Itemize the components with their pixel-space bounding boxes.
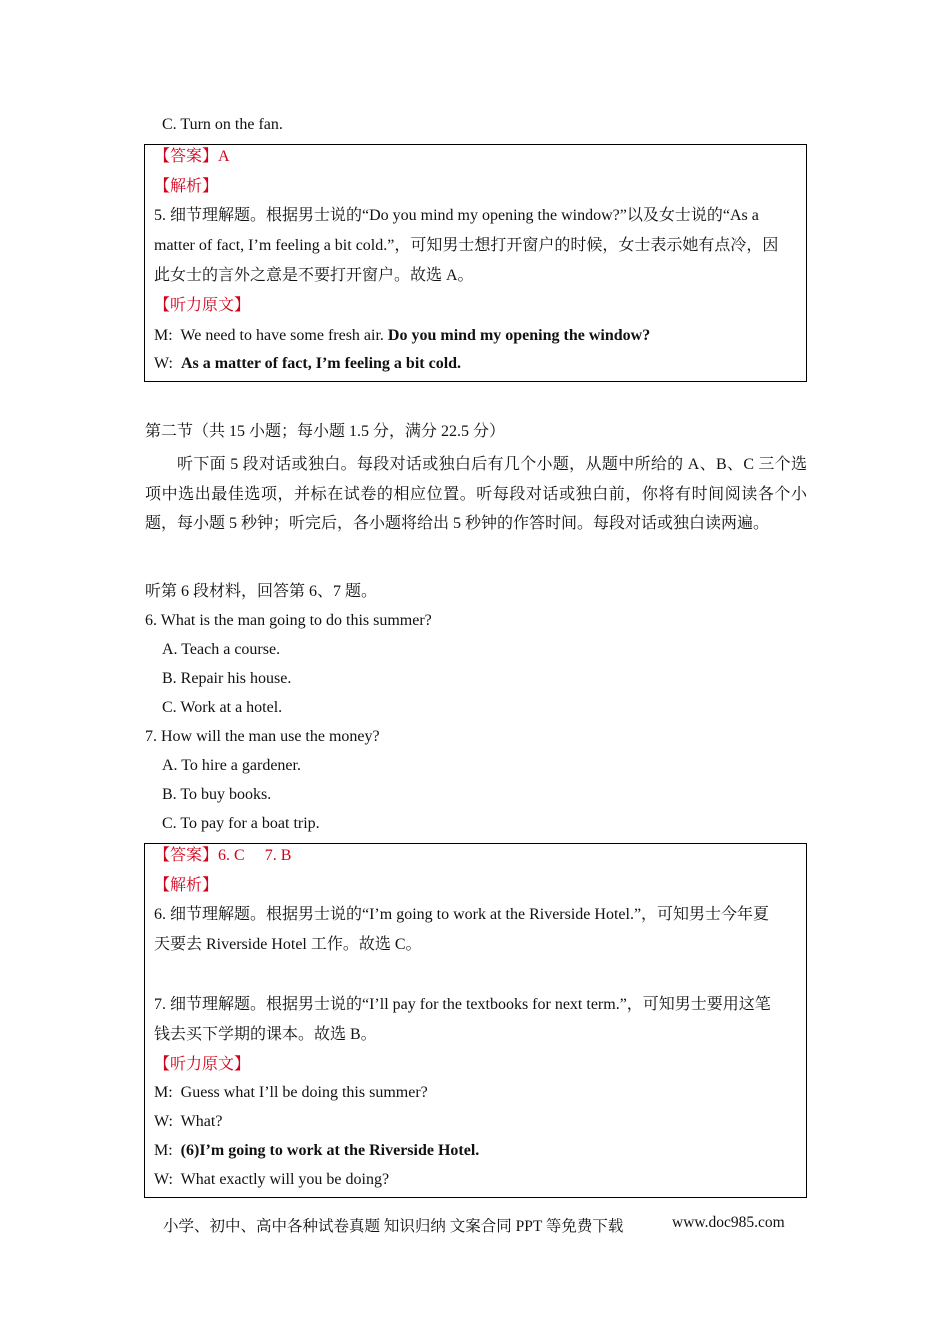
- analysis-line: 7. 细节理解题。根据男士说的“I’ll pay for the textbooks for next term.”，可知男士要用这笔: [154, 996, 771, 1013]
- question-7-option-a: A. To hire a gardener.: [162, 757, 301, 774]
- answer-label: 【答案】: [154, 148, 219, 165]
- footer-text: 小学、初中、高中各种试卷真题 知识归纳 文案合同 PPT 等免费下载: [163, 1218, 624, 1235]
- transcript-line: [154, 1112, 222, 1132]
- transcript-key-text: Do you mind my opening the window?: [387, 327, 651, 344]
- transcript-key-text: (6)I’m going to work at the Riverside Hotel.: [180, 1142, 480, 1159]
- transcript-text: We need to have some fresh air.: [180, 327, 388, 344]
- material-intro: 听第 6 段材料，回答第 6、7 题。: [145, 583, 378, 600]
- option-c-turn-on-fan: C. Turn on the fan.: [162, 116, 283, 133]
- question-6-option-b: B. Repair his house.: [162, 670, 292, 687]
- question-6-option-c: C. Work at a hotel.: [162, 699, 283, 716]
- transcript-line: [154, 1083, 428, 1103]
- speaker: W:: [154, 355, 173, 372]
- section-instructions: 听下面 5 段对话或独白。每段对话或独白后有几个小题，从题中所给的 A、B、C 三个选项中选出最佳选项，并标在试卷的相应位置。听每段对话或独白前，你将有时间阅读各个小题，每小题 5 秒钟；听完后，各小题将给出 5 秒钟的作答时间。每段对话或独白读两遍。: [145, 456, 807, 532]
- analysis-line: 6. 细节理解题。根据男士说的“I’m going to work at the Riverside Hotel.”，可知男士今年夏: [154, 906, 770, 923]
- analysis-line: 天要去 Riverside Hotel 工作。故选 C。: [154, 936, 422, 953]
- transcript-label: 【听力原文】: [154, 297, 251, 314]
- answer-label: 【答案】: [154, 847, 219, 864]
- transcript-key-text: As a matter of fact, I’m feeling a bit cold.: [180, 355, 462, 372]
- speaker: W:: [154, 1113, 173, 1130]
- analysis-label: 【解析】: [154, 877, 219, 894]
- transcript-line: [154, 1141, 479, 1161]
- speaker: M:: [154, 1084, 173, 1101]
- analysis-label: 【解析】: [154, 178, 219, 195]
- transcript-line: [154, 326, 650, 346]
- question-7-option-b: B. To buy books.: [162, 786, 272, 803]
- footer-url[interactable]: www.doc985.com: [672, 1214, 785, 1231]
- transcript-text: Guess what I’ll be doing this summer?: [180, 1084, 428, 1101]
- analysis-line: 此女士的言外之意是不要打开窗户。故选 A。: [154, 267, 474, 284]
- question-6-option-a: A. Teach a course.: [162, 641, 281, 658]
- analysis-line: 钱去买下学期的课本。故选 B。: [154, 1026, 377, 1043]
- speaker: M:: [154, 327, 173, 344]
- answer-line: [154, 147, 230, 167]
- answer-values: 6. C 7. B: [218, 847, 292, 864]
- question-6-stem: 6. What is the man going to do this summer?: [145, 612, 432, 629]
- question-7-option-c: C. To pay for a boat trip.: [162, 815, 320, 832]
- transcript-line: [154, 1170, 389, 1190]
- analysis-line: matter of fact, I’m feeling a bit cold.”，可知男士想打开窗户的时候，女士表示她有点冷，因: [154, 237, 779, 254]
- answer-box-q5: [144, 144, 807, 382]
- answer-box-q6-q7: [144, 843, 807, 1198]
- transcript-text: What exactly will you be doing?: [180, 1171, 390, 1188]
- section-heading: 第二节（共 15 小题；每小题 1.5 分，满分 22.5 分）: [145, 423, 506, 440]
- transcript-text: What?: [180, 1113, 223, 1130]
- answer-line: [154, 846, 291, 866]
- transcript-label: 【听力原文】: [154, 1056, 251, 1073]
- question-7-stem: 7. How will the man use the money?: [145, 728, 380, 745]
- analysis-line: 5. 细节理解题。根据男士说的“Do you mind my opening the window?”以及女士说的“As a: [154, 207, 759, 224]
- speaker: W:: [154, 1171, 173, 1188]
- transcript-line: [154, 354, 461, 374]
- answer-value: A: [218, 148, 230, 165]
- speaker: M:: [154, 1142, 173, 1159]
